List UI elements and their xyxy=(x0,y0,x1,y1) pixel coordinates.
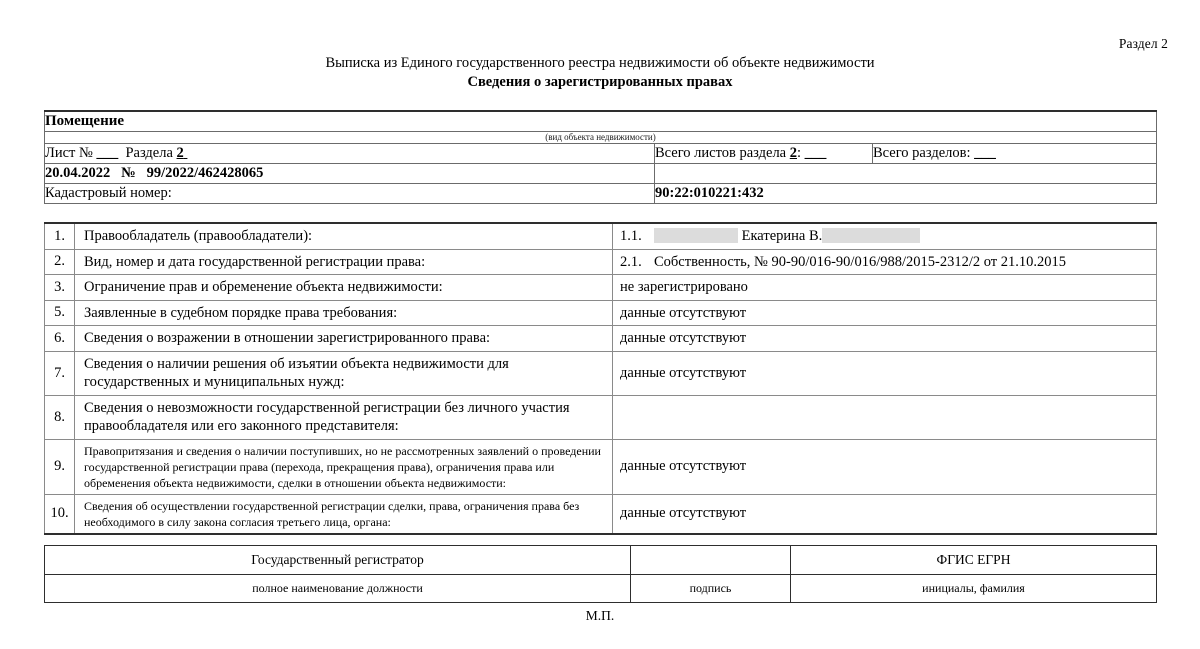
object-type-caption: (вид объекта недвижимости) xyxy=(45,132,1157,144)
sheet-section-word: Раздела xyxy=(125,145,173,161)
table-row xyxy=(45,275,1157,301)
row-value xyxy=(613,300,1157,326)
system-name: ФГИС ЕГРН xyxy=(791,546,1157,575)
total-sections-cell xyxy=(873,144,1157,164)
row-value xyxy=(613,494,1157,534)
table-row xyxy=(45,351,1157,395)
row-number: 6. xyxy=(45,326,75,352)
object-type-row xyxy=(45,111,1157,132)
position-caption: полное наименование должности xyxy=(45,575,631,603)
row-value xyxy=(613,439,1157,494)
row-value-text: данные отсутствуют xyxy=(620,505,747,522)
row-value xyxy=(613,326,1157,352)
row-value xyxy=(613,275,1157,301)
cadastral-row xyxy=(45,184,1157,204)
signature-caption-row xyxy=(45,575,1157,603)
row-label: Сведения о наличии решения об изъятии объекта недвижимости для государственных и муниципальных нужд: xyxy=(75,351,613,395)
doc-number-empty-cell xyxy=(655,164,1157,184)
row-number: 10. xyxy=(45,494,75,534)
object-type-caption-row xyxy=(45,132,1157,144)
row-value-text: Собственность, № 90-90/016-90/016/988/2015-2312/2 от 21.10.2015 xyxy=(654,253,1067,270)
title-line-secondary: Сведения о зарегистрированных правах xyxy=(467,74,733,90)
row-label: Сведения об осуществлении государственной регистрации сделки, права, ограничения права без необходимого в силу закона согласия третьего лица, органа: xyxy=(75,494,613,534)
info-table xyxy=(44,110,1157,204)
total-sheets-label: Всего листов раздела xyxy=(655,145,787,161)
signature-caption: подпись xyxy=(631,575,791,603)
doc-number-row xyxy=(45,164,1157,184)
total-sheets-blank: ___ xyxy=(804,145,827,161)
row-value xyxy=(613,223,1157,249)
registrar-title: Государственный регистратор xyxy=(45,546,631,575)
sheet-section-value: 2 xyxy=(176,145,184,161)
table-row xyxy=(45,494,1157,534)
total-sections-label: Всего разделов: xyxy=(873,145,971,161)
redaction-block xyxy=(822,228,920,243)
object-type-value: Помещение xyxy=(45,111,1157,132)
row-label: Сведения о невозможности государственной регистрации без личного участия правообладателя или его законного представителя: xyxy=(75,395,613,439)
row-value-text: данные отсутствуют xyxy=(620,304,747,321)
sheet-number-cell xyxy=(45,144,655,164)
row-number: 5. xyxy=(45,300,75,326)
doc-number-cell xyxy=(45,164,655,184)
total-sections-blank: ___ xyxy=(974,145,996,161)
table-row xyxy=(45,300,1157,326)
row-label: Сведения о возражении в отношении зарегистрированного права: xyxy=(75,326,613,352)
row-number: 9. xyxy=(45,439,75,494)
total-sheets-value: 2 xyxy=(789,145,797,161)
doc-num-sign: № xyxy=(121,165,136,181)
sheet-prefix-label: Лист № xyxy=(45,145,93,161)
row-value xyxy=(613,395,1157,439)
table-row xyxy=(45,326,1157,352)
sheet-counts-row xyxy=(45,144,1157,164)
row-label: Ограничение прав и обременение объекта недвижимости: xyxy=(75,275,613,301)
signature-table xyxy=(44,545,1157,603)
row-value xyxy=(613,351,1157,395)
row-number: 1. xyxy=(45,223,75,249)
table-row xyxy=(45,439,1157,494)
redaction-block xyxy=(654,228,738,243)
row-label: Вид, номер и дата государственной регистрации права: xyxy=(75,249,613,275)
row-value-text: данные отсутствуют xyxy=(620,458,747,475)
section-label: Раздел 2 xyxy=(1118,36,1168,51)
doc-number-value: 99/2022/462428065 xyxy=(146,165,264,181)
sheet-number-blank: ___ xyxy=(96,145,119,161)
registered-rights-table xyxy=(44,222,1157,535)
row-label: Правообладатель (правообладатели): xyxy=(75,223,613,249)
document-title xyxy=(0,54,1200,92)
total-sheets-cell xyxy=(655,144,873,164)
row-number: 2. xyxy=(45,249,75,275)
row-number: 7. xyxy=(45,351,75,395)
row-value-text: данные отсутствуют xyxy=(620,330,747,346)
stamp-marker: М.П. xyxy=(585,608,615,623)
cadastral-label: Кадастровый номер: xyxy=(45,184,655,204)
initials-caption: инициалы, фамилия xyxy=(791,575,1157,603)
row-label: Правопритязания и сведения о наличии поступивших, но не рассмотренных заявлений о проведении государственной регистрации права (перехода, прекращения права), ограничения права или обременения объекта недвижимости, сделки в отношении объекта недвижимости: xyxy=(75,439,613,494)
row-label: Заявленные в судебном порядке права требования: xyxy=(75,300,613,326)
row-subnumber: 1.1. xyxy=(620,228,642,244)
table-row xyxy=(45,223,1157,249)
row-value-text: данные отсутствуют xyxy=(620,364,747,381)
table-row xyxy=(45,395,1157,439)
row-value-text: Екатерина В. xyxy=(741,228,823,244)
title-line-primary: Выписка из Единого государственного реестра недвижимости об объекте недвижимости xyxy=(325,55,875,71)
total-sheets-colon: : xyxy=(797,145,802,161)
row-subnumber: 2.1. xyxy=(620,253,642,270)
cadastral-value: 90:22:010221:432 xyxy=(655,184,1157,204)
row-number: 3. xyxy=(45,275,75,301)
row-value-text: не зарегистрировано xyxy=(620,279,748,295)
row-number: 8. xyxy=(45,395,75,439)
signature-header-row xyxy=(45,546,1157,575)
doc-date: 20.04.2022 xyxy=(45,165,111,181)
row-value xyxy=(613,249,1157,275)
table-row xyxy=(45,249,1157,275)
signature-blank-cell xyxy=(631,546,791,575)
